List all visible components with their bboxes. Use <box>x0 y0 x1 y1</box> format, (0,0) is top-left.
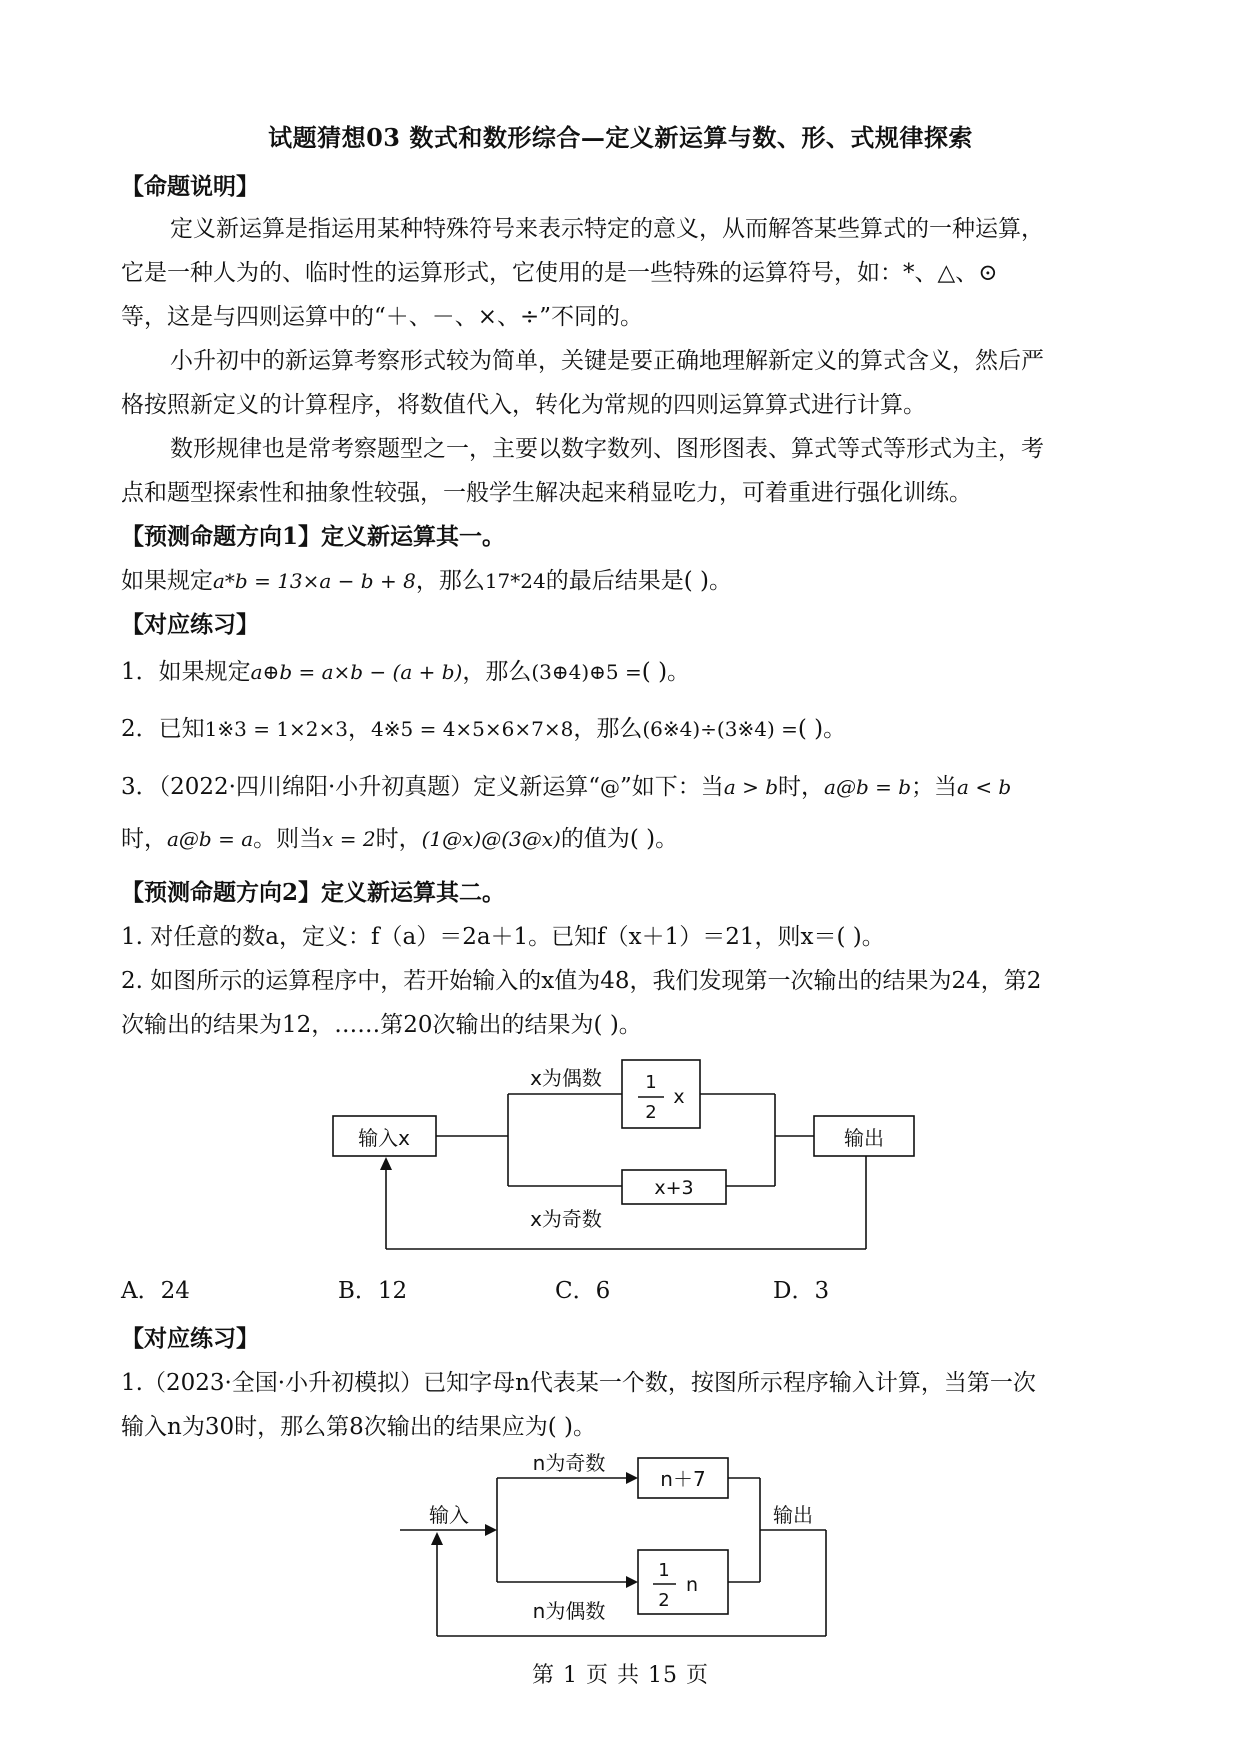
flow2-arrow-right-icon <box>485 1524 497 1536</box>
question-text: ，那么 <box>573 716 643 742</box>
formula: (3⊕4)⊕5 = <box>531 660 642 684</box>
formula: x = 2 <box>322 827 376 851</box>
question-text: 2．已知 <box>121 716 205 742</box>
formula: a⊕b = a×b − (a + b) <box>250 660 463 684</box>
answer-blank: ( )。 <box>797 716 847 742</box>
practice-1-question-3 <box>121 768 1011 801</box>
question-text: 。则当 <box>253 826 323 852</box>
formula: a < b <box>957 775 1012 799</box>
answer-blank: ( )。 <box>641 659 691 685</box>
question-text: ，那么 <box>415 568 485 594</box>
question-text: ，那么 <box>462 659 532 685</box>
practice-1-question-3-cont <box>121 820 678 853</box>
direction-2-question-2: 2. 如图所示的运算程序中，若开始输入的x值为48，我们发现第一次输出的结果为24，第2 <box>121 968 1042 994</box>
question-text: ”如下：当 <box>620 774 724 800</box>
flow1-odd-box-text: x+3 <box>654 1177 694 1199</box>
practice-1-question-2 <box>121 710 846 743</box>
flow1-output-box <box>814 1116 914 1156</box>
formula: (1@x)@(3@x) <box>421 827 561 851</box>
flow1-even-variable: x <box>673 1086 685 1108</box>
formula: a@b = b <box>824 775 912 799</box>
question-text: ；当 <box>911 774 958 800</box>
question-text: 3．（2022·四川绵阳·小升初真题）定义新运算“ <box>121 774 601 800</box>
flow2-arrow-up-icon <box>431 1532 443 1545</box>
flow2-odd-label: n为奇数 <box>532 1451 606 1475</box>
intro-paragraph-1-cont: 它是一种人为的、临时性的运算形式，它使用的是一些特殊的运算符号，如：*、△、⊙ <box>121 260 998 286</box>
practice-heading-1: 【对应练习】 <box>121 611 259 638</box>
flow2-even-box <box>638 1550 728 1614</box>
flow1-input-label: 输入x <box>358 1126 410 1150</box>
flow2-even-label: n为偶数 <box>532 1599 606 1623</box>
flow1-even-box <box>622 1060 700 1128</box>
formula: 1※3 = 1×2×3 <box>204 717 349 741</box>
question-text: 时， <box>375 826 422 852</box>
formula: a@b = a <box>167 827 254 851</box>
practice-1-question-1 <box>121 653 690 686</box>
practice-2-question-1: 1.（2023·全国·小升初模拟）已知字母n代表某一个数，按图所示程序输入计算，当第一次 <box>121 1370 1036 1396</box>
intro-paragraph-3-cont: 点和题型探索性和抽象性较强，一般学生解决起来稍显吃力，可着重进行强化训练。 <box>121 480 972 506</box>
flow1-output-label: 输出 <box>844 1126 884 1150</box>
flow1-odd-label: x为奇数 <box>530 1207 602 1231</box>
formula: (6※4)÷(3※4) = <box>642 717 798 741</box>
question-text: ， <box>348 716 372 742</box>
option-d: D．3 <box>773 1278 830 1304</box>
flow2-even-variable: n <box>685 1574 699 1596</box>
option-c: C．6 <box>555 1278 611 1304</box>
question-text: 时， <box>778 774 825 800</box>
flow1-input-box <box>333 1116 436 1156</box>
option-a: A．24 <box>121 1278 190 1304</box>
flow2-odd-box-text: n＋7 <box>660 1467 706 1491</box>
flow2-even-numerator: 1 <box>658 1560 670 1581</box>
flow1-even-label: x为偶数 <box>530 1066 602 1090</box>
intro-paragraph-3: 数形规律也是常考察题型之一，主要以数字数列、图形图表、算式等式等形式为主，考 <box>170 436 1044 462</box>
answer-blank: 的值为( )。 <box>560 826 679 852</box>
flow1-arrow-up-icon <box>380 1157 392 1170</box>
direction-1-heading: 【预测命题方向1】定义新运算其一。 <box>121 523 506 550</box>
question-text: 1．如果规定 <box>121 659 251 685</box>
question-text: 如果规定 <box>121 568 213 594</box>
intro-paragraph-1: 定义新运算是指运用某种特殊符号来表示特定的意义，从而解答某些算式的一种运算， <box>170 216 1044 242</box>
flow2-arrow-right-icon <box>626 1576 638 1588</box>
question-text: 时， <box>121 826 167 852</box>
intro-paragraph-2: 小升初中的新运算考察形式较为简单，关键是要正确地理解新定义的算式含义，然后严 <box>170 348 1044 374</box>
formula: @ <box>600 775 621 799</box>
flow1-even-numerator: 1 <box>645 1072 657 1093</box>
flow1-odd-box <box>622 1170 726 1204</box>
direction-2-heading: 【预测命题方向2】定义新运算其二。 <box>121 879 506 906</box>
flow2-odd-box <box>638 1458 728 1498</box>
option-b: B．12 <box>338 1278 408 1304</box>
direction-2-question-2-cont: 次输出的结果为12，……第20次输出的结果为( )。 <box>121 1012 642 1038</box>
flow2-output-label: 输出 <box>773 1503 813 1527</box>
flow2-input-label: 输入 <box>429 1503 469 1527</box>
practice-heading-2: 【对应练习】 <box>121 1325 259 1352</box>
page-title: 试题猜想03 数式和数形综合—定义新运算与数、形、式规律探索 <box>268 123 973 152</box>
intro-paragraph-2-cont: 格按照新定义的计算程序，将数值代入，转化为常规的四则运算算式进行计算。 <box>121 392 926 418</box>
flow2-even-denominator: 2 <box>658 1590 670 1611</box>
direction-2-question-1: 1. 对任意的数a，定义：f（a）＝2a＋1。已知f（x＋1）＝21，则x＝( )。 <box>121 924 885 950</box>
intro-paragraph-1-end: 等，这是与四则运算中的“＋、－、×、÷”不同的。 <box>121 304 644 330</box>
practice-2-question-1-cont: 输入n为30时，那么第8次输出的结果应为( )。 <box>121 1414 596 1440</box>
page-footer: 第 1 页 共 15 页 <box>532 1663 709 1688</box>
answer-blank: 的最后结果是( )。 <box>545 568 732 594</box>
intro-heading: 【命题说明】 <box>121 173 259 200</box>
direction-1-question <box>121 562 732 595</box>
formula: 17*24 <box>484 569 546 593</box>
flow2-arrow-right-icon <box>626 1472 638 1484</box>
formula: a*b = 13×a − b + 8 <box>213 569 416 593</box>
flow1-even-denominator: 2 <box>645 1102 657 1123</box>
formula: 4※5 = 4×5×6×7×8 <box>371 717 574 741</box>
formula: a > b <box>723 775 779 799</box>
